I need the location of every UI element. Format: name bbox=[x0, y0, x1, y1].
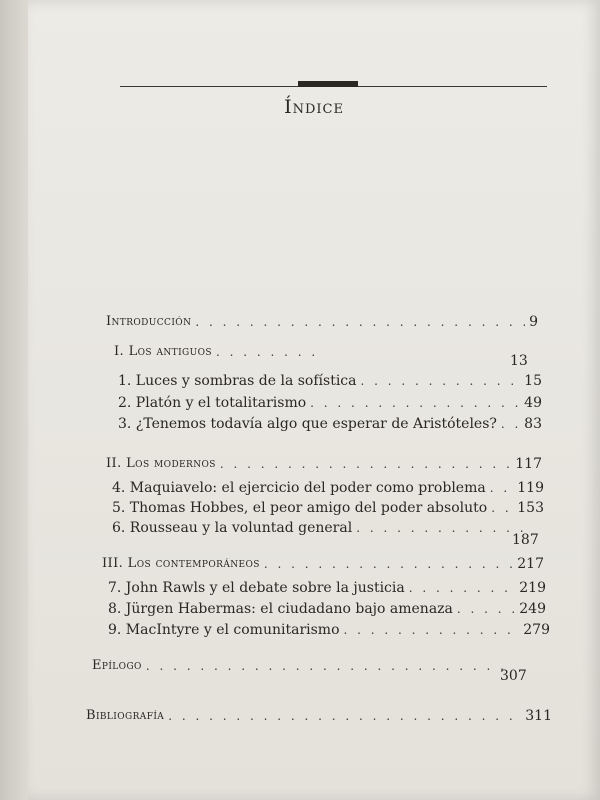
toc-entry-page: 119 bbox=[517, 480, 544, 496]
toc-entry-page: 187 bbox=[512, 532, 539, 548]
toc-entry-label: 8. Jürgen Habermas: el ciudadano bajo amenaza bbox=[108, 601, 453, 617]
leader-dots bbox=[146, 658, 506, 674]
toc-entry-label: 2. Platón y el totalitarismo bbox=[118, 395, 307, 411]
toc-entry-page: 307 bbox=[500, 668, 527, 684]
toc-entry-ch9 bbox=[108, 622, 550, 638]
toc-entry-label: 6. Rousseau y la voluntad general bbox=[112, 520, 353, 536]
toc-entry-page: 13 bbox=[510, 353, 528, 369]
toc-entry-page: 153 bbox=[517, 500, 544, 516]
toc-entry-label: 5. Thomas Hobbes, el peor amigo del poder absoluto bbox=[112, 500, 488, 516]
toc-entry-page: 117 bbox=[515, 456, 542, 472]
book-page bbox=[28, 0, 600, 800]
leader-dots bbox=[361, 373, 521, 389]
toc-entry-label: 7. John Rawls y el debate sobre la justicia bbox=[108, 580, 405, 596]
toc-entry-page: 279 bbox=[523, 622, 550, 638]
toc-entry-ch5 bbox=[112, 500, 544, 516]
toc-entry-label: Bibliografía bbox=[86, 708, 165, 723]
leader-dots bbox=[216, 344, 326, 360]
toc-entry-label: Epílogo bbox=[92, 658, 142, 673]
toc-entry-page: 9 bbox=[529, 314, 538, 330]
toc-entry-ch6 bbox=[112, 520, 538, 536]
toc-entry-bibliografia bbox=[86, 708, 552, 724]
toc-entry-page: 83 bbox=[524, 416, 542, 432]
toc-entry-epilogo bbox=[92, 658, 510, 674]
leader-dots bbox=[491, 500, 513, 516]
toc-part-contemporaneos bbox=[102, 556, 544, 572]
leader-dots bbox=[264, 556, 513, 572]
toc-entry-label: II. Los modernos bbox=[106, 456, 216, 471]
leader-dots bbox=[490, 480, 514, 496]
toc-entry-ch2 bbox=[118, 395, 542, 411]
toc-entry-label: 1. Luces y sombras de la sofística bbox=[118, 373, 357, 389]
toc-part-antiguos bbox=[114, 344, 330, 360]
toc-entry-page: 15 bbox=[524, 373, 542, 389]
toc-entry-ch4 bbox=[112, 480, 544, 496]
toc-entry-ch1 bbox=[118, 373, 542, 389]
toc-entry-label: 3. ¿Tenemos todavía algo que esperar de Aristóteles? bbox=[118, 416, 497, 432]
toc-entry-label: Introducción bbox=[106, 314, 192, 329]
leader-dots bbox=[457, 601, 515, 617]
leader-dots bbox=[195, 314, 525, 330]
toc-entry-label: I. Los antiguos bbox=[114, 344, 212, 359]
toc-entry-page: 217 bbox=[517, 556, 544, 572]
toc-entry-label: 4. Maquiavelo: el ejercicio del poder como problema bbox=[112, 480, 486, 496]
leader-dots bbox=[344, 622, 520, 638]
toc-entry-introduccion bbox=[106, 314, 538, 330]
leader-dots bbox=[220, 456, 511, 472]
toc-entry-page: 249 bbox=[519, 601, 546, 617]
toc-entry-label: III. Los contemporáneos bbox=[102, 556, 260, 571]
leader-dots bbox=[168, 708, 521, 724]
leader-dots bbox=[356, 520, 534, 536]
toc-part-modernos bbox=[106, 456, 542, 472]
toc-entry-ch3 bbox=[118, 416, 542, 432]
leader-dots bbox=[310, 395, 520, 411]
leader-dots bbox=[409, 580, 516, 596]
toc-entry-ch8 bbox=[108, 601, 546, 617]
page-title: Índice bbox=[284, 96, 344, 118]
toc-entry-label: 9. MacIntyre y el comunitarismo bbox=[108, 622, 340, 638]
toc-entry-page: 311 bbox=[525, 708, 552, 724]
toc-entry-page: 49 bbox=[524, 395, 542, 411]
toc-entry-ch7 bbox=[108, 580, 546, 596]
toc-entry-page: 219 bbox=[519, 580, 546, 596]
table-of-contents bbox=[28, 0, 600, 800]
leader-dots bbox=[501, 416, 520, 432]
